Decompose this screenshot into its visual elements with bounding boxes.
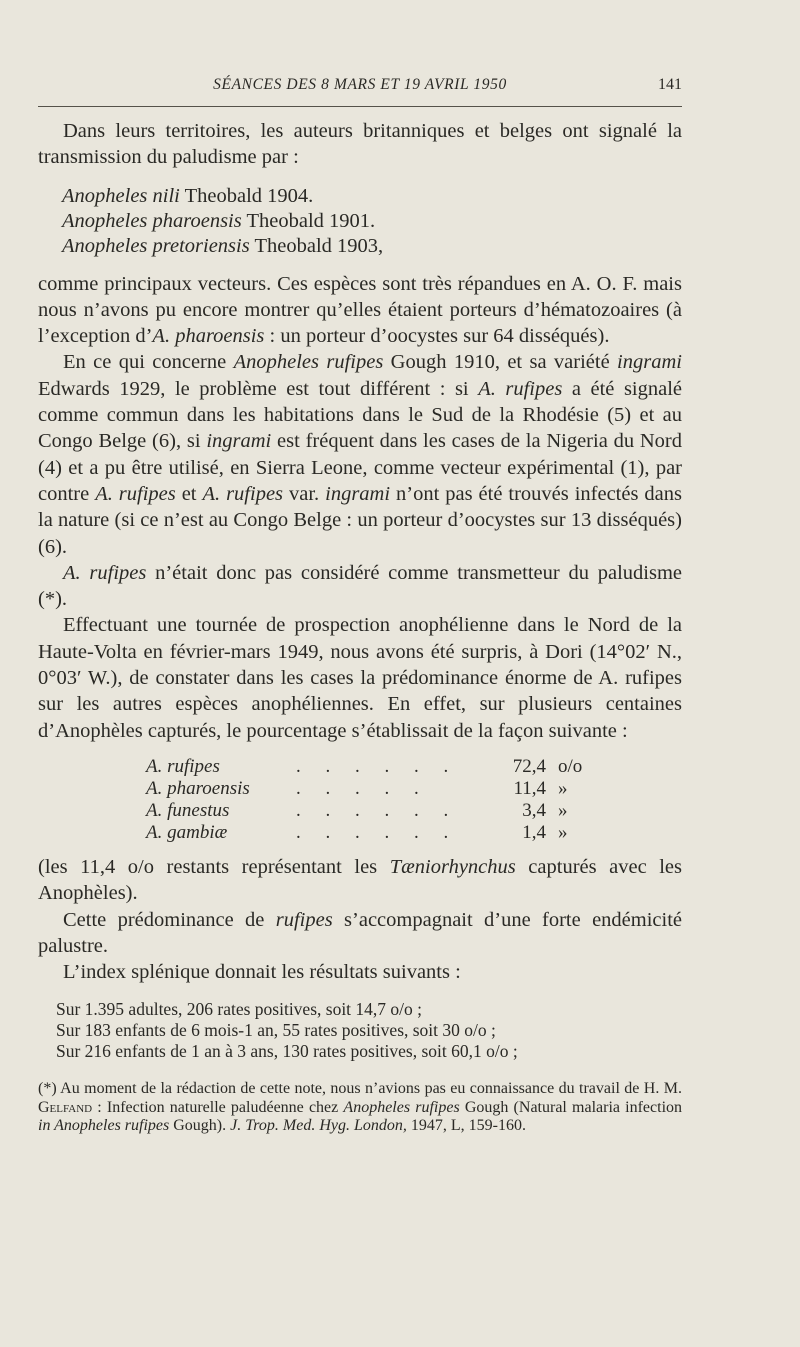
- text-run: (les 11,4 o/o restants représentant les: [38, 855, 390, 878]
- table-species: A. funestus: [146, 799, 230, 821]
- journal-title: J. Trop. Med. Hyg. London,: [230, 1117, 407, 1135]
- intro-paragraph: Dans leurs territoires, les auteurs britanniques et belges ont signalé la transmission du paludisme par :: [38, 120, 682, 169]
- text-run: et: [175, 482, 203, 505]
- text-run-italic: Tæniorhynchus: [389, 855, 516, 878]
- text-run: En ce qui concerne: [63, 351, 234, 374]
- text-run-italic: ingrami: [325, 482, 391, 505]
- text-run-italic: A. rufipes: [202, 482, 284, 505]
- text-run: Edwards 1929, le problème est tout différent : si: [38, 377, 479, 400]
- table-species: A. pharoensis: [146, 777, 250, 799]
- text-run: n’était donc pas considéré comme transmetteur du paludisme (*).: [38, 561, 682, 611]
- paragraph-vectors: [38, 271, 682, 350]
- table-dots: . . . . .: [296, 777, 429, 799]
- text-run: 1947, L, 159-160.: [406, 1117, 526, 1135]
- table-row: [146, 756, 682, 778]
- species-item: [62, 209, 682, 234]
- text-run: n’ont pas été trouvés infectés dans la nature (si ce n’est au Congo Belge : un porteur d’oocystes sur 13 disséqués) (6).: [38, 482, 682, 558]
- table-unit: o/o: [558, 755, 583, 777]
- stats-line: Sur 216 enfants de 1 an à 3 ans, 130 rates positives, soit 60,1 o/o ;: [56, 1041, 518, 1062]
- text-run: : Infection naturelle paludéenne chez: [92, 1098, 344, 1116]
- table-row: [146, 822, 682, 844]
- text-run-italic: Anopheles rufipes: [233, 351, 384, 374]
- text-run: : un porteur d’oocystes sur 64 disséqués).: [264, 325, 610, 348]
- percent-table: [146, 756, 682, 844]
- text-run: Gough (Natural malaria infection: [459, 1098, 683, 1116]
- table-value: 72,4: [512, 755, 546, 777]
- article-body: [38, 118, 682, 1136]
- text-run: capturés avec les Anophèles).: [38, 855, 682, 905]
- page-number: 141: [658, 76, 682, 93]
- author-name: Gelfand: [38, 1098, 93, 1116]
- species-author: Theobald 1904.: [184, 184, 314, 207]
- table-species: A. rufipes: [146, 755, 220, 777]
- header-rule: [38, 106, 682, 107]
- table-unit: »: [558, 799, 568, 821]
- text-run: s’accompagnait d’une forte endémicité palustre.: [38, 908, 682, 957]
- text-run-italic: A. rufipes: [478, 377, 563, 400]
- table-species: A. gambiæ: [146, 821, 228, 843]
- paragraph-not-vector: [38, 560, 682, 613]
- species-item: [62, 234, 682, 259]
- text-run: Gough 1910, et sa variété: [383, 351, 618, 374]
- text-run: a été signalé comme commun dans les habitations dans le Sud de la Rhodésie (5) et au Congo Belge (6), si: [38, 377, 683, 453]
- species-list: [62, 184, 682, 259]
- table-value: 11,4: [513, 777, 546, 799]
- text-run: var.: [283, 482, 326, 505]
- species-item: [62, 184, 682, 209]
- text-run-italic: ingrami: [617, 351, 682, 374]
- species-name: Anopheles nili: [62, 184, 180, 207]
- paragraph-survey: Effectuant une tournée de prospection anophélienne dans le Nord de la Haute-Volta en février-mars 1949, nous avons été surpris, à Dori (14°02′ N., 0°03′ W.), de constater dans les cases la prédominance énorme de A. rufipes sur les autres espèces anophéliennes. En effet, sur plusieurs centaines d’Anophèles capturés, le pourcentage s’établissait de la façon suivante :: [38, 614, 682, 742]
- table-dots: . . . . . .: [296, 755, 459, 777]
- species-author: Theobald 1903,: [254, 234, 384, 257]
- species-name: Anopheles pretoriensis: [62, 234, 250, 257]
- text-run-italic: in Anopheles rufipes: [38, 1117, 170, 1135]
- table-value: 3,4: [522, 799, 546, 821]
- text-run-italic: A. rufipes: [63, 561, 147, 584]
- paragraph-spleen-index: L’index splénique donnait les résultats suivants :: [63, 961, 461, 984]
- paragraph-rufipes: [38, 349, 682, 559]
- text-run: comme principaux vecteurs. Ces espèces sont très répandues en A. O. F. mais nous n’avons pu encore montrer qu’elles étaient porteurs d’hématozoaires (à l’exception d’: [38, 272, 682, 348]
- text-run: Gough).: [169, 1117, 231, 1135]
- text-run: est fréquent dans les cases de la Nigeria du Nord (4) et a pu être utilisé, en Sierra Leone, comme vecteur expérimental (1), par contre: [38, 430, 682, 505]
- text-run-italic: ingrami: [206, 430, 272, 453]
- table-dots: . . . . . .: [296, 821, 459, 843]
- stats-line: Sur 1.395 adultes, 206 rates positives, soit 14,7 o/o ;: [56, 999, 423, 1020]
- species-name: Anopheles pharoensis: [62, 209, 242, 232]
- table-row: [146, 778, 682, 800]
- running-title: SÉANCES DES 8 MARS ET 19 AVRIL 1950: [213, 76, 507, 93]
- stats-line: Sur 183 enfants de 6 mois-1 an, 55 rates positives, soit 30 o/o ;: [56, 1020, 496, 1041]
- species-author: Theobald 1901.: [246, 209, 376, 232]
- table-row: [146, 800, 682, 822]
- text-run-italic: rufipes: [275, 908, 333, 931]
- footnote: [38, 1080, 682, 1136]
- table-dots: . . . . . .: [296, 799, 459, 821]
- paragraph-remaining: [38, 854, 682, 907]
- paragraph-endemicity: [38, 907, 682, 960]
- table-value: 1,4: [522, 821, 546, 843]
- text-run-italic: Anopheles rufipes: [343, 1098, 460, 1116]
- text-run: Cette prédominance de: [63, 908, 276, 931]
- text-run: (*) Au moment de la rédaction de cette note, nous n’avions pas eu connaissance du travail de H. M.: [38, 1080, 682, 1098]
- text-run-italic: A. pharoensis: [152, 325, 265, 348]
- table-unit: »: [558, 821, 568, 843]
- spleen-stats: [56, 999, 682, 1062]
- table-unit: »: [558, 777, 568, 799]
- text-run-italic: A. rufipes: [95, 482, 176, 505]
